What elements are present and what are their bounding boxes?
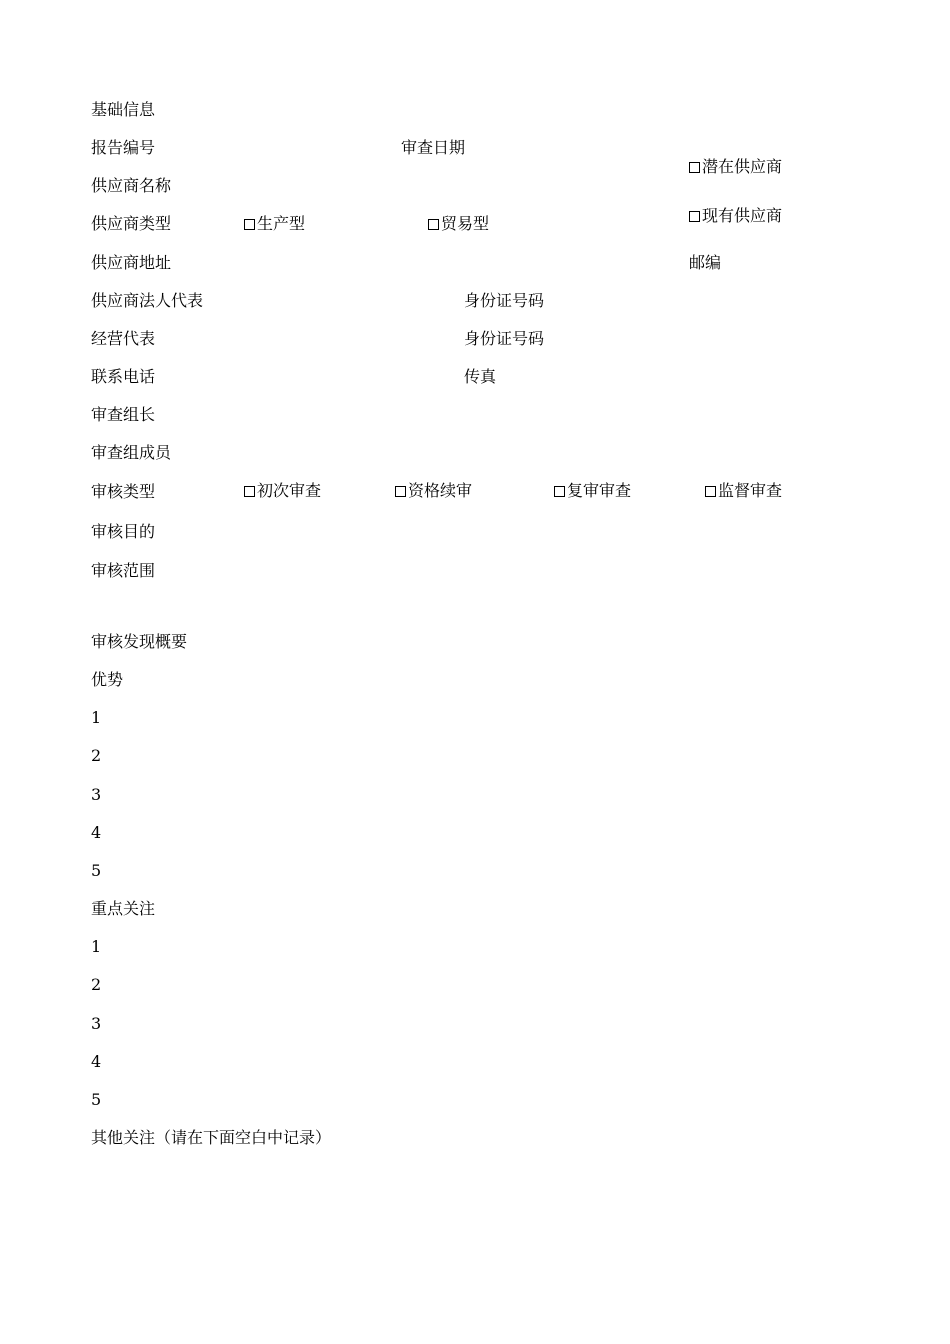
strength-item-1: 1	[91, 708, 102, 727]
team-leader-label: 审查组长	[91, 405, 156, 424]
checkbox-icon[interactable]	[554, 486, 565, 497]
qualification-renewal-option[interactable]	[395, 481, 472, 501]
supplier-name-label: 供应商名称	[91, 176, 172, 195]
strength-item-4: 4	[91, 823, 102, 842]
basic-info-heading: 基础信息	[91, 100, 156, 119]
supplier-type-label: 供应商类型	[91, 214, 172, 233]
focus-item-2: 2	[91, 975, 102, 994]
existing-supplier-option[interactable]	[689, 206, 782, 226]
legal-rep-label: 供应商法人代表	[91, 291, 204, 310]
checkbox-icon[interactable]	[689, 211, 700, 222]
business-rep-id-label: 身份证号码	[464, 329, 545, 348]
strength-item-5: 5	[91, 861, 102, 880]
checkbox-icon[interactable]	[428, 219, 439, 230]
team-members-label: 审查组成员	[91, 443, 172, 462]
audit-scope-label: 审核范围	[91, 561, 156, 580]
initial-review-label: 初次审查	[257, 481, 322, 500]
audit-purpose-label: 审核目的	[91, 522, 156, 541]
legal-rep-id-label: 身份证号码	[464, 291, 545, 310]
potential-supplier-option[interactable]	[689, 157, 782, 177]
initial-review-option[interactable]	[244, 481, 321, 501]
focus-item-5: 5	[91, 1090, 102, 1109]
producer-type-label: 生产型	[257, 214, 306, 233]
focus-item-1: 1	[91, 937, 102, 956]
checkbox-icon[interactable]	[244, 219, 255, 230]
trader-type-label: 贸易型	[441, 214, 490, 233]
audit-type-label: 审核类型	[91, 482, 156, 501]
business-rep-label: 经营代表	[91, 329, 156, 348]
postcode-label: 邮编	[689, 253, 722, 272]
fax-label: 传真	[464, 367, 497, 386]
review-date-label: 审查日期	[401, 138, 466, 157]
other-concerns-label: 其他关注（请在下面空白中记录）	[91, 1128, 332, 1147]
potential-supplier-label: 潜在供应商	[702, 157, 783, 176]
checkbox-icon[interactable]	[689, 162, 700, 173]
strengths-label: 优势	[91, 670, 124, 689]
qualification-renewal-label: 资格续审	[408, 481, 473, 500]
re-review-option[interactable]	[554, 481, 631, 501]
checkbox-icon[interactable]	[244, 486, 255, 497]
producer-type-option[interactable]	[244, 214, 305, 234]
focus-item-4: 4	[91, 1052, 102, 1071]
strength-item-2: 2	[91, 746, 102, 765]
report-no-label: 报告编号	[91, 138, 156, 157]
trader-type-option[interactable]	[428, 214, 489, 234]
strength-item-3: 3	[91, 785, 102, 804]
findings-heading: 审核发现概要	[91, 632, 188, 651]
supplier-address-label: 供应商地址	[91, 253, 172, 272]
supervision-review-option[interactable]	[705, 481, 782, 501]
focus-label: 重点关注	[91, 899, 156, 918]
phone-label: 联系电话	[91, 367, 156, 386]
supervision-review-label: 监督审查	[718, 481, 783, 500]
checkbox-icon[interactable]	[705, 486, 716, 497]
existing-supplier-label: 现有供应商	[702, 206, 783, 225]
checkbox-icon[interactable]	[395, 486, 406, 497]
focus-item-3: 3	[91, 1014, 102, 1033]
re-review-label: 复审审查	[567, 481, 632, 500]
